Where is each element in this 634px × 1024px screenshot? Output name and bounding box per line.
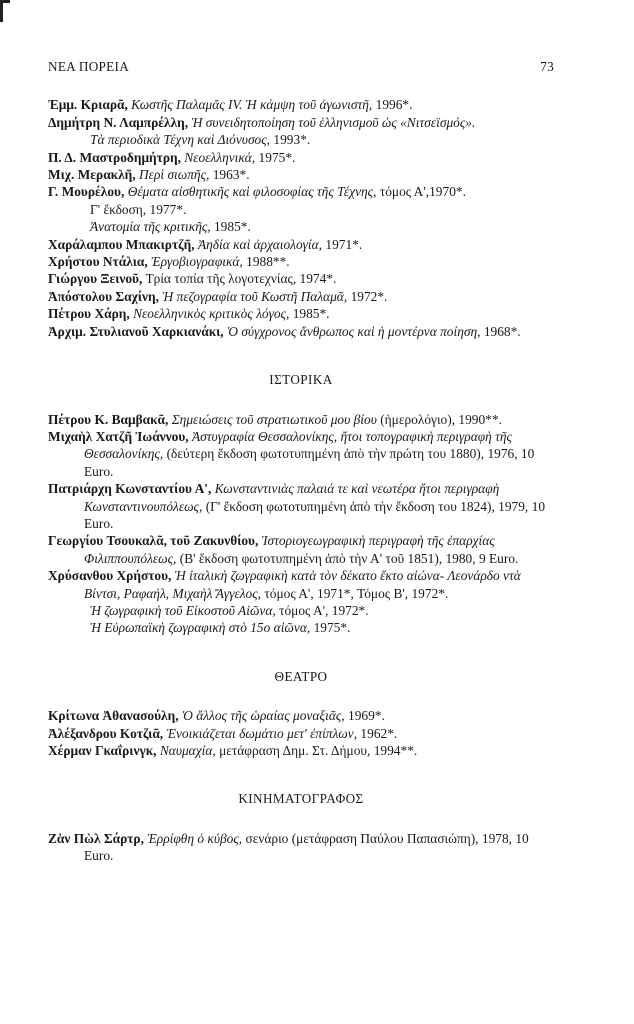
bibliography-entry [48, 236, 554, 253]
author-name: Χρύσανθου Χρήστου, [48, 568, 172, 584]
work-title: Θέματα αἰσθητικῆς καὶ φιλοσοφίας τῆς Τέχνης, [127, 184, 377, 200]
bibliography-entry [48, 253, 554, 270]
bibliography-entry [48, 480, 554, 532]
bibliography-entry [48, 96, 554, 113]
page [48, 40, 554, 865]
bibliography-entry [48, 305, 554, 322]
publication-details: Γ' ἔκδοση, 1977*. [90, 201, 187, 217]
running-title: ΝΕΑ ΠΟΡΕΙΑ [48, 59, 130, 74]
work-title: Ὁ σύγχρονος ἄνθρωπος καὶ ἡ μοντέρνα ποίηση, [227, 323, 481, 339]
work-title: Ἐνοικιάζεται δωμάτιο μετ' ἐπίπλων, [166, 725, 358, 741]
section-heading: ΙΣΤΟΡΙΚΑ [269, 372, 333, 388]
bibliography-entry [48, 166, 554, 183]
bibliography-entry [48, 288, 554, 305]
work-title: Ἐρρίφθη ὁ κύβος, [147, 830, 243, 846]
publication-details: μετάφραση Δημ. Στ. Δήμου, 1994**. [219, 743, 418, 758]
author-name: Ἀπόστολου Σαχίνη, [48, 288, 159, 304]
bibliography-entry [48, 149, 554, 166]
publication-details: τόμος Α', 1972*. [279, 602, 369, 618]
author-name: Πατριάρχη Κωνσταντίου Α', [48, 481, 212, 497]
scan-corner-mark [0, 0, 10, 22]
author-name: Δημήτρη Ν. Λαμπρέλλη, [48, 114, 189, 130]
work-title: Ἡ Εὐρωπαϊκὴ ζωγραφικὴ στὸ 15ο αἰῶνα, [90, 620, 311, 636]
publication-details: 1996*. [375, 97, 413, 113]
bibliography-subentry [48, 602, 554, 619]
author-name: Π. Δ. Μαστροδημήτρη, [48, 149, 181, 165]
publication-details: 1975*. [313, 620, 351, 636]
bibliography-entry [48, 323, 554, 340]
bibliography [48, 96, 554, 864]
author-name: Πέτρου Χάρη, [48, 306, 130, 322]
author-name: Κρίτωνα Ἀθανασούλη, [48, 708, 179, 724]
work-title: Ναυμαχία, [159, 743, 216, 758]
work-title: Ἡ ζωγραφικὴ τοῦ Εἰκοστοῦ Αἰῶνα, [90, 602, 276, 618]
author-name: Γιώργου Ξεινοῦ, [48, 271, 143, 287]
work-title: Νεοελληνικὸς κριτικὸς λόγος, [133, 306, 290, 322]
author-name: Χαράλαμπου Μπακιρτζῆ, [48, 236, 195, 252]
publication-details: 1988**. [246, 254, 290, 270]
publication-details: Τρία τοπία τῆς λογοτεχνίας, 1974*. [145, 271, 337, 287]
publication-details: τόμος Α',1970*. [379, 184, 466, 200]
work-title: Ἀνατομία τῆς κριτικῆς, [90, 219, 211, 235]
author-name: Μιχαὴλ Χατζῆ Ἰωάννου, [48, 428, 189, 444]
publication-details: (δεύτερη ἔκδοση φωτοτυπημένη ἀπὸ τὴν πρώτη του 1880), 1976, 10 Euro. [84, 446, 535, 479]
publication-details: (Γ' ἔκδοση φωτοτυπημένη ἀπὸ τὴν ἔκδοση του 1824), 1979, 10 Euro. [84, 498, 546, 531]
work-title: Περὶ σιωπῆς, [139, 167, 210, 183]
work-title: Ἱστοριογεωγραφικὴ περιγραφὴ τῆς ἐπαρχίας Φιλιππουπόλεως, [84, 533, 495, 566]
bibliography-entry [48, 270, 554, 287]
bibliography-subentry [48, 218, 554, 235]
work-title: Ἀστυγραφία Θεσσαλονίκης, ἤτοι τοπογραφικὴ περιγραφὴ τῆς Θεσσαλονίκης, [84, 428, 512, 462]
publication-details: 1969*. [348, 708, 385, 724]
bibliography-entry [48, 532, 554, 567]
work-title: Ἐργοβιογραφικά, [151, 254, 243, 270]
publication-details: 1968*. [483, 323, 521, 339]
bibliography-entry [48, 428, 554, 480]
author-name: Ἀλέξανδρου Κοτζιᾶ, [48, 725, 164, 741]
publication-details: 1972*. [350, 288, 388, 304]
author-name: Χρήστου Ντάλια, [48, 254, 148, 270]
running-head [48, 58, 554, 75]
publication-details: (ἡμερολόγιο), 1990**. [380, 411, 502, 427]
publication-details: 1962*. [360, 725, 398, 741]
publication-details: 1993*. [273, 132, 311, 148]
work-title: Ὁ ἄλλος τῆς ὡραίας μοναξιᾶς, [181, 708, 345, 724]
bibliography-entry [48, 567, 554, 602]
publication-details: σενάριο (μετάφραση Παύλου Παπασιώπη), 1978, 10 Euro. [84, 830, 529, 864]
bibliography-subentry [48, 619, 554, 636]
bibliography-entry [48, 183, 554, 200]
publication-details: 1975*. [258, 149, 296, 165]
publication-details: τόμος Α', 1971*, Τόμος Β', 1972*. [264, 585, 449, 601]
bibliography-subentry [48, 131, 554, 148]
author-name: Χέρμαν Γκαΐρινγκ, [48, 743, 157, 758]
section-heading: ΘΕΑΤΡΟ [274, 668, 328, 684]
work-title: Ἡ πεζογραφία τοῦ Κωστῆ Παλαμᾶ, [162, 288, 348, 304]
bibliography-entry [48, 742, 554, 759]
author-name: Ἐμμ. Κριαρᾶ, [48, 97, 128, 113]
work-title: Ἡ ἰταλικὴ ζωγραφικὴ κατὰ τὸν δέκατο ἕκτο αἰώνα- Λεονάρδο ντὰ Βίντσι, Ραφαήλ, Μιχαὴλ Ἄγγελος, [84, 568, 521, 601]
bibliography-entry [48, 725, 554, 742]
author-name: Πέτρου Κ. Βαμβακᾶ, [48, 411, 169, 427]
section-heading: ΚΙΝΗΜΑΤΟΓΡΑΦΟΣ [238, 791, 364, 807]
work-title: Κωστῆς Παλαμᾶς IV. Ἡ κάμψη τοῦ ἀγωνιστῆ, [131, 97, 373, 113]
publication-details: (Β' ἔκδοση φωτοτυπημένη ἀπὸ τὴν Α' τοῦ 1851), 1980, 9 Euro. [179, 550, 519, 566]
bibliography-entry [48, 830, 554, 865]
author-name: Γ. Μουρέλου, [48, 184, 125, 200]
author-name: Μιχ. Μερακλῆ, [48, 167, 136, 183]
bibliography-subentry [48, 201, 554, 218]
author-name: Ἀρχιμ. Στυλιανοῦ Χαρκιανάκι, [48, 323, 224, 339]
work-title: Ἡ συνειδητοποίηση τοῦ ἑλληνισμοῦ ὡς «Νιτσεϊσμός». [191, 114, 476, 130]
publication-details: 1985*. [292, 306, 330, 322]
work-title: Σημειώσεις τοῦ στρατιωτικοῦ μου βίου [171, 411, 377, 427]
author-name: Ζὰν Πὼλ Σάρτρ, [48, 830, 144, 846]
work-title: Ἀηδία καὶ ἀρχαιολογία, [197, 236, 323, 252]
work-title: Νεοελληνικά, [184, 149, 256, 165]
publication-details: 1985*. [213, 219, 251, 235]
bibliography-entry [48, 411, 554, 428]
bibliography-entry [48, 114, 554, 131]
bibliography-entry [48, 707, 554, 724]
author-name: Γεωργίου Τσουκαλᾶ, τοῦ Ζακυνθίου, [48, 533, 259, 549]
work-title: Τὰ περιοδικὰ Τέχνη καὶ Διόνυσος, [90, 132, 271, 148]
publication-details: 1963*. [212, 167, 250, 183]
work-title: Κωνσταντινιὰς παλαιά τε καὶ νεωτέρα ἤτοι περιγραφὴ Κωνσταντινουπόλεως, [84, 481, 500, 514]
publication-details: 1971*. [325, 236, 363, 252]
page-number: 73 [540, 59, 554, 74]
